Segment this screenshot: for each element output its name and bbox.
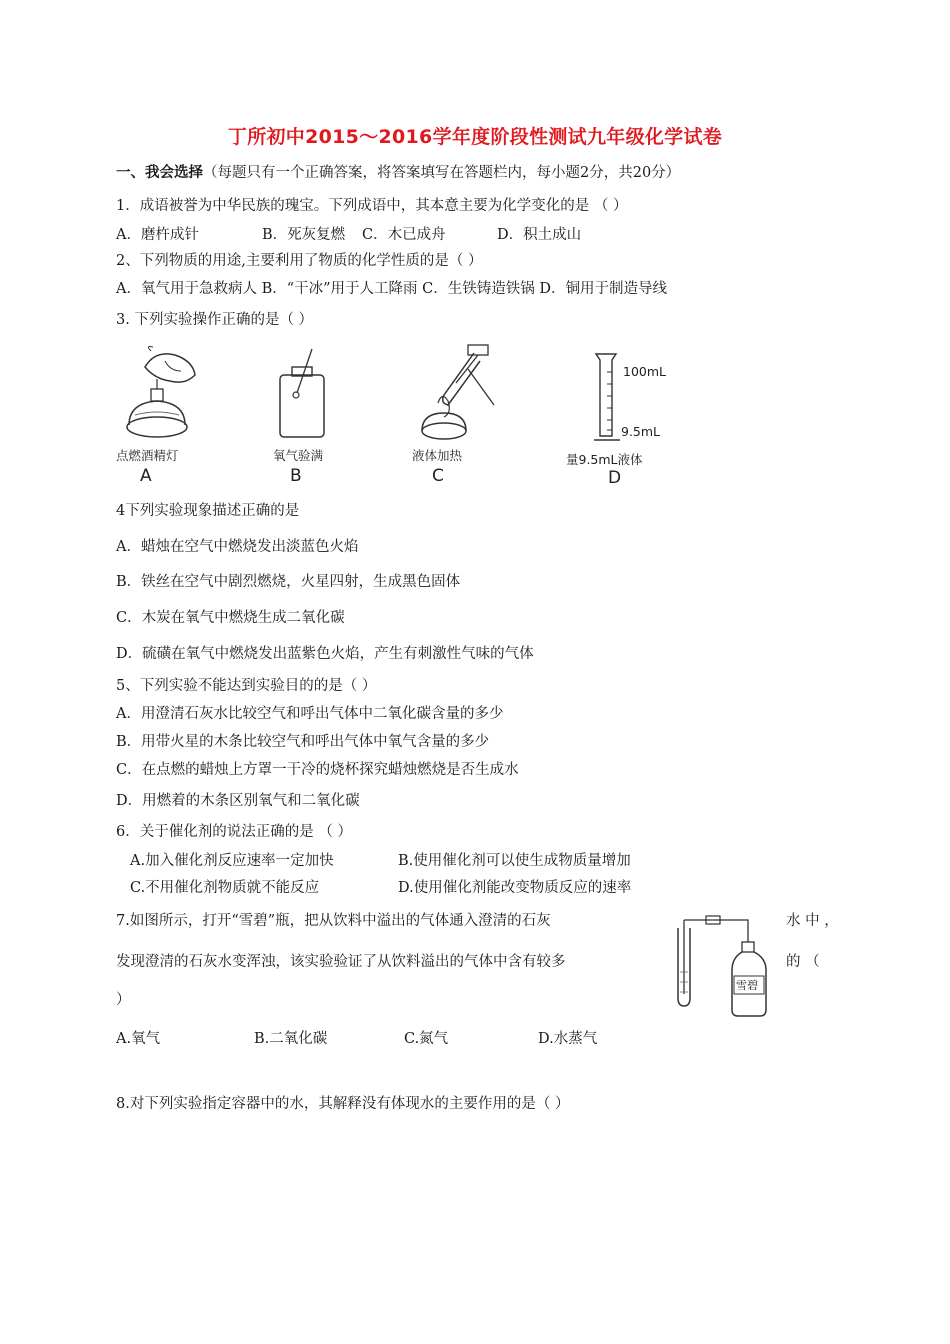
q6-stem: 6．关于催化剂的说法正确的是 （ ） — [116, 824, 352, 840]
figure-d-letter: D — [608, 468, 622, 488]
q8-stem: 8.对下列实验指定容器中的水，其解释没有体现水的主要作用的是（ ） — [116, 1096, 570, 1112]
q6-option-c: C.不用催化剂物质就不能反应 — [130, 880, 320, 896]
q4-option-a: A．蜡烛在空气中燃烧发出淡蓝色火焰 — [116, 539, 359, 555]
section-1-instruction: （每题只有一个正确答案，将答案填写在答题栏内，每小题2分，共20分） — [203, 165, 681, 181]
cylinder-top-mark: 100mL — [623, 364, 666, 379]
q1-option-a: A．磨杵成针 — [116, 227, 199, 243]
q3-stem: 3. 下列实验操作正确的是（ ） — [116, 312, 314, 328]
q5-stem: 5、下列实验不能达到实验目的的是（ ） — [116, 678, 377, 694]
section-1-head: 一、我会选择 — [116, 165, 203, 181]
q7-apparatus-image — [666, 912, 776, 1020]
figure-b-gas-bottle-image — [270, 345, 340, 445]
q2-options: A．氧气用于急救病人 B．“干冰”用于人工降雨 C．生铁铸造铁锅 D．铜用于制造导线 — [116, 281, 667, 297]
q6-option-d: D.使用催化剂能改变物质反应的速率 — [398, 880, 632, 896]
figure-d-measuring-cylinder-image — [592, 352, 622, 448]
q1-option-c: C．木已成舟 — [362, 227, 446, 243]
figure-b-letter: B — [290, 466, 302, 486]
figure-d-label: 量9.5mL液体 — [566, 452, 643, 467]
q7-line-2-end: 的 （ — [786, 954, 820, 970]
q1-option-b: B．死灰复燃 — [262, 227, 346, 243]
q2-stem: 2、下列物质的用途,主要利用了物质的化学性质的是（ ） — [116, 253, 483, 269]
q6-option-a: A.加入催化剂反应速率一定加快 — [130, 853, 334, 869]
exam-title: 丁所初中2015～2016学年度阶段性测试九年级化学试卷 — [227, 126, 723, 148]
q7-option-a: A.氧气 — [116, 1031, 161, 1047]
cylinder-volume-mark: 9.5mL — [621, 424, 661, 439]
q4-option-d: D．硫磺在氧气中燃烧发出蓝紫色火焰，产生有刺激性气味的气体 — [116, 646, 534, 662]
figure-a-alcohol-lamp-image — [115, 345, 225, 445]
figure-c-label: 液体加热 — [412, 448, 463, 463]
q5-option-a: A．用澄清石灰水比较空气和呼出气体中二氧化碳含量的多少 — [116, 706, 504, 722]
q7-line-3: ） — [116, 992, 131, 1008]
q1-stem: 1．成语被誉为中华民族的瑰宝。下列成语中，其本意主要为化学变化的是 （ ） — [116, 198, 628, 214]
figure-c-heating-liquid-image — [408, 343, 518, 447]
figure-a-letter: A — [140, 466, 152, 486]
section-1-heading — [116, 163, 680, 183]
q7-option-d: D.水蒸气 — [538, 1031, 598, 1047]
q7-line-1-end: 水 中 ， — [786, 913, 839, 929]
q7-option-b: B.二氧化碳 — [254, 1031, 328, 1047]
figure-a-label: 点燃酒精灯 — [116, 448, 179, 463]
q4-option-b: B．铁丝在空气中剧烈燃烧，火星四射，生成黑色固体 — [116, 574, 461, 590]
q6-option-b: B.使用催化剂可以使生成物质量增加 — [398, 853, 631, 869]
figure-b-label: 氧气验满 — [273, 448, 324, 463]
q4-option-c: C．木炭在氧气中燃烧生成二氧化碳 — [116, 610, 345, 626]
q4-stem: 4下列实验现象描述正确的是 — [116, 503, 300, 519]
figure-c-letter: C — [432, 466, 444, 486]
q7-option-c: C.氮气 — [404, 1031, 449, 1047]
soda-bottle-label: 雪碧 — [736, 979, 758, 992]
q7-line-1: 7.如图所示，打开“雪碧”瓶，把从饮料中溢出的气体通入澄清的石灰 — [116, 913, 551, 929]
q5-option-c: C．在点燃的蜡烛上方罩一干冷的烧杯探究蜡烛燃烧是否生成水 — [116, 762, 519, 778]
q1-option-d: D．积土成山 — [497, 227, 582, 243]
q5-option-d: D．用燃着的木条区别氧气和二氧化碳 — [116, 793, 360, 809]
q7-line-2: 发现澄清的石灰水变浑浊，该实验验证了从饮料溢出的气体中含有较多 — [116, 954, 566, 970]
q5-option-b: B．用带火星的木条比较空气和呼出气体中氧气含量的多少 — [116, 734, 490, 750]
